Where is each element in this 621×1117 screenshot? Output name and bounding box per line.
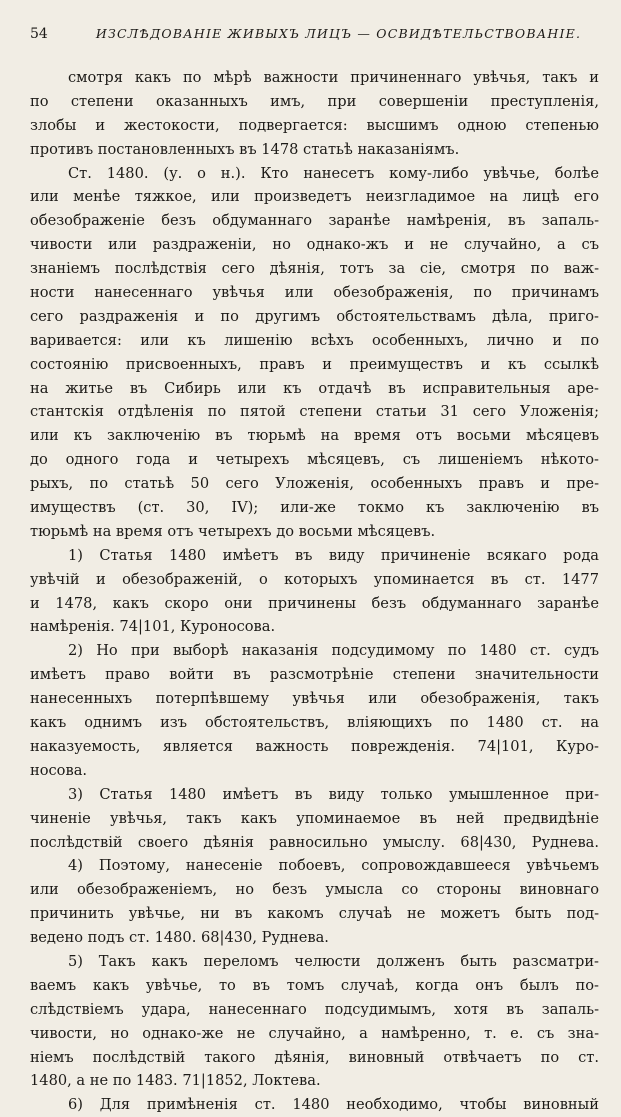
text-line: по степени оказанныхъ имъ, при совершеніи преступленія, [30, 92, 599, 110]
text-line: ведено подъ ст. 1480. 68|430, Руднева. [30, 929, 329, 947]
text-line: сего раздраженія и по другимъ обстоятельствамъ дѣла, приго- [30, 307, 599, 325]
text-line: знаніемъ послѣдствія сего дѣянія, тотъ за сіе, смотря по важ- [30, 260, 599, 278]
text-line: намѣренія. 74|101, Куроносова. [30, 618, 276, 636]
text-line: и 1478, какъ скоро они причинены безъ обдуманнаго заранѣе [30, 594, 599, 612]
text-line: противъ постановленныхъ въ 1478 статьѣ наказаніямъ. [30, 140, 460, 158]
text-line: 2) Но при выборѣ наказанія подсудимому по 1480 ст. судъ [68, 642, 599, 660]
text-line: рыхъ, по статьѣ 50 сего Уложенія, особенныхъ правъ и пре- [30, 475, 599, 493]
text-line: 4) Поэтому, нанесеніе побоевъ, сопровождавшееся увѣчьемъ [68, 857, 599, 875]
text-line: какъ однимъ изъ обстоятельствъ, вліяющихъ по 1480 ст. на [30, 714, 599, 732]
text-line: на житье въ Сибирь или къ отдачѣ въ исправительныя аре- [30, 379, 599, 397]
running-title: ИЗСЛѢДОВАНІЕ ЖИВЫХЪ ЛИЦЪ — ОСВИДѢТЕЛЬСТВОВАНІЕ. [95, 26, 582, 41]
text-line: обезображеніе безъ обдуманнаго заранѣе намѣренія, въ запаль- [30, 212, 599, 230]
text-line: имѣетъ право войти въ разсмотрѣніе степени значительности [30, 666, 599, 684]
page-number: 54 [30, 26, 48, 42]
text-line: варивается: или къ лишенію всѣхъ особенныхъ, лично и по [30, 331, 599, 349]
text-line: 5) Такъ какъ переломъ челюсти долженъ быть разсматри- [68, 952, 599, 970]
text-line: или менѣе тяжкое, или произведетъ неизгладимое на лицѣ его [30, 188, 599, 206]
text-line: тюрьмѣ на время отъ четырехъ до восьми мѣсяцевъ. [30, 522, 436, 540]
text-line: до одного года и четырехъ мѣсяцевъ, съ лишеніемъ нѣкото- [30, 451, 599, 469]
text-line: имуществъ (ст. 30, IV); или-же токмо къ заключенію въ [30, 499, 599, 517]
text-line: ніемъ послѣдствій такого дѣянія, виновный отвѣчаетъ по ст. [30, 1048, 599, 1066]
text-line: смотря какъ по мѣрѣ важности причиненнаго увѣчья, такъ и [68, 69, 599, 86]
text-line: чиненіе увѣчья, такъ какъ упоминаемое въ ней предвидѣніе [30, 809, 599, 827]
page-header [30, 26, 599, 54]
text-line: стантскія отдѣленія по пятой степени статьи 31 сего Уложенія; [30, 403, 599, 421]
text-line: увѣчій и обезображеній, о которыхъ упоминается въ ст. 1477 [30, 570, 599, 588]
text-line: ваемъ какъ увѣчье, то въ томъ случаѣ, когда онъ былъ по- [30, 976, 599, 994]
text-line: 1480, а не по 1483. 71|1852, Локтева. [30, 1072, 321, 1090]
text-line: чивости, но однако-же не случайно, а намѣренно, т. е. съ зна- [30, 1024, 599, 1042]
text-line: 3) Статья 1480 имѣетъ въ виду только умышленное при- [68, 785, 599, 803]
text-line: чивости или раздраженіи, но однако-жъ и не случайно, а съ [30, 236, 599, 254]
text-line: носова. [30, 761, 88, 779]
page-body [30, 66, 599, 1117]
text-line: или къ заключенію въ тюрьмѣ на время отъ восьми мѣсяцевъ [30, 427, 599, 445]
text-line: послѣдствій своего дѣянія равносильно умыслу. 68|430, Руднева. [30, 833, 599, 851]
text-line: злобы и жестокости, подвергается: высшимъ одною степенью [30, 116, 599, 134]
text-line: 6) Для примѣненія ст. 1480 необходимо, чтобы виновный [68, 1096, 599, 1114]
text-line: или обезображеніемъ, но безъ умысла со стороны виновнаго [30, 881, 599, 899]
text-line: наказуемость, является важность поврежденія. 74|101, Куро- [30, 737, 599, 755]
text-line: Ст. 1480. (у. о н.). Кто нанесетъ кому-либо увѣчье, болѣе [68, 164, 599, 182]
text-line: причинить увѣчье, ни въ какомъ случаѣ не можетъ быть под- [30, 905, 599, 923]
text-line: нанесенныхъ потерпѣвшему увѣчья или обезображенія, такъ [30, 690, 599, 708]
text-line: ности нанесеннаго увѣчья или обезображенія, по причинамъ [30, 284, 599, 302]
text-line: состоянію присвоенныхъ, правъ и преимуществъ и къ ссылкѣ [30, 355, 599, 373]
text-line: слѣдствіемъ удара, нанесеннаго подсудимымъ, хотя въ запаль- [30, 1000, 599, 1018]
text-line: 1) Статья 1480 имѣетъ въ виду причиненіе всякаго рода [68, 546, 599, 564]
